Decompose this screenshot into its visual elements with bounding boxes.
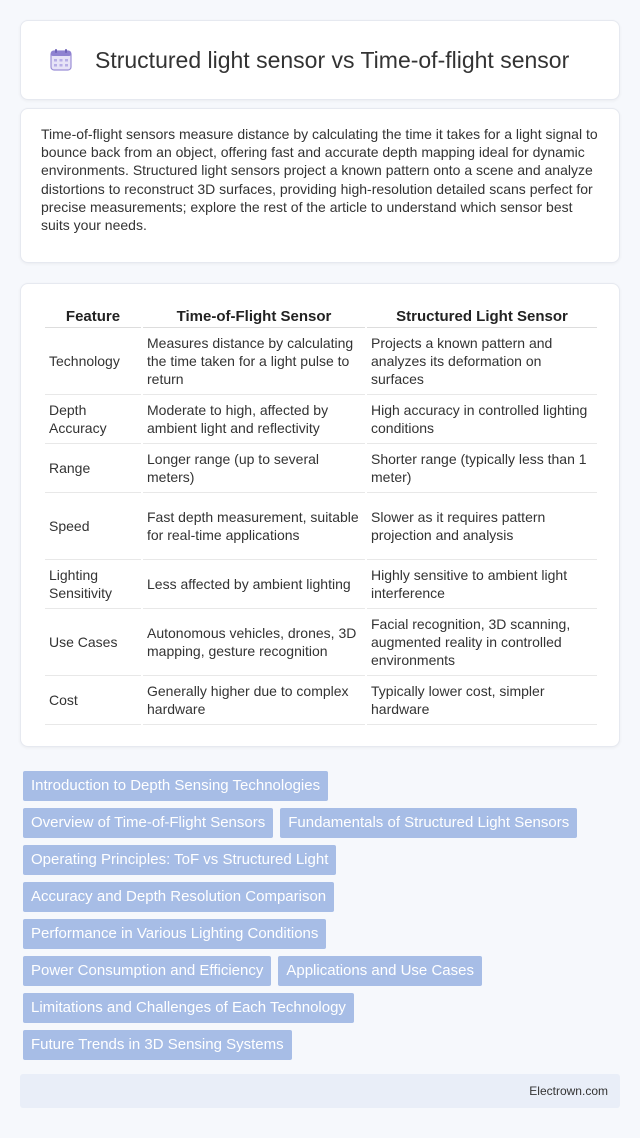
table-cell: Speed (45, 493, 141, 560)
table-cell: Use Cases (45, 609, 141, 676)
tag-row (23, 845, 623, 875)
column-header: Time-of-Flight Sensor (143, 304, 365, 328)
topic-tag[interactable]: Limitations and Challenges of Each Technology (23, 993, 354, 1023)
table-cell: Longer range (up to several meters) (143, 444, 365, 493)
intro-text: Time-of-flight sensors measure distance by calculating the time it takes for a light signal to bounce back from an object, offering fast and accurate depth mapping ideal for dynamic environments. Structured light sensors project a known pattern onto a scene and analyze distortions to reconstruct 3D surfaces, providing high-resolution detailed scans perfect for precise measurements; explore the rest of the article to understand which sensor best suits your needs. (41, 126, 598, 234)
table-cell: Highly sensitive to ambient light interference (367, 560, 597, 609)
table-cell: Slower as it requires pattern projection and analysis (367, 493, 597, 560)
calendar-icon (49, 48, 73, 72)
topic-tag[interactable]: Accuracy and Depth Resolution Comparison (23, 882, 334, 912)
table-cell: Moderate to high, affected by ambient light and reflectivity (143, 395, 365, 444)
table-cell: Depth Accuracy (45, 395, 141, 444)
table-cell: Measures distance by calculating the time taken for a light pulse to return (143, 328, 365, 395)
intro-card (20, 108, 620, 263)
comparison-table (43, 304, 599, 725)
topic-tag[interactable]: Power Consumption and Efficiency (23, 956, 271, 986)
topic-tag[interactable]: Performance in Various Lighting Conditions (23, 919, 326, 949)
table-cell: Fast depth measurement, suitable for real-time applications (143, 493, 365, 560)
footer (20, 1074, 620, 1108)
table-row (45, 609, 597, 676)
topic-tags (23, 771, 623, 1067)
table-cell: Shorter range (typically less than 1 meter) (367, 444, 597, 493)
topic-tag[interactable]: Applications and Use Cases (278, 956, 482, 986)
table-row (45, 493, 597, 560)
table-row (45, 676, 597, 725)
table-cell: Generally higher due to complex hardware (143, 676, 365, 725)
table-row (45, 560, 597, 609)
table-cell: Range (45, 444, 141, 493)
header-card (20, 20, 620, 100)
comparison-card (20, 283, 620, 747)
footer-brand[interactable]: Electrown.com (529, 1084, 608, 1098)
topic-tag[interactable]: Fundamentals of Structured Light Sensors (280, 808, 577, 838)
table-cell: Less affected by ambient lighting (143, 560, 365, 609)
topic-tag[interactable]: Future Trends in 3D Sensing Systems (23, 1030, 292, 1060)
page-title: Structured light sensor vs Time-of-flight sensor (95, 46, 570, 73)
table-cell: Projects a known pattern and analyzes its deformation on surfaces (367, 328, 597, 395)
table-cell: Lighting Sensitivity (45, 560, 141, 609)
topic-tag[interactable]: Introduction to Depth Sensing Technologies (23, 771, 328, 801)
tag-row (23, 919, 623, 949)
tag-row (23, 993, 623, 1023)
tag-row (23, 1030, 623, 1060)
table-header-row (45, 304, 597, 328)
column-header: Structured Light Sensor (367, 304, 597, 328)
topic-tag[interactable]: Overview of Time-of-Flight Sensors (23, 808, 273, 838)
table-row (45, 328, 597, 395)
topic-tag[interactable]: Operating Principles: ToF vs Structured Light (23, 845, 336, 875)
tag-row (23, 956, 623, 986)
table-cell: Facial recognition, 3D scanning, augmented reality in controlled environments (367, 609, 597, 676)
table-cell: Typically lower cost, simpler hardware (367, 676, 597, 725)
column-header: Feature (45, 304, 141, 328)
tag-row (23, 882, 623, 912)
table-cell: Cost (45, 676, 141, 725)
table-row (45, 444, 597, 493)
tag-row (23, 771, 623, 801)
table-row (45, 395, 597, 444)
table-cell: Technology (45, 328, 141, 395)
tag-row (23, 808, 623, 838)
table-cell: Autonomous vehicles, drones, 3D mapping, gesture recognition (143, 609, 365, 676)
table-cell: High accuracy in controlled lighting conditions (367, 395, 597, 444)
